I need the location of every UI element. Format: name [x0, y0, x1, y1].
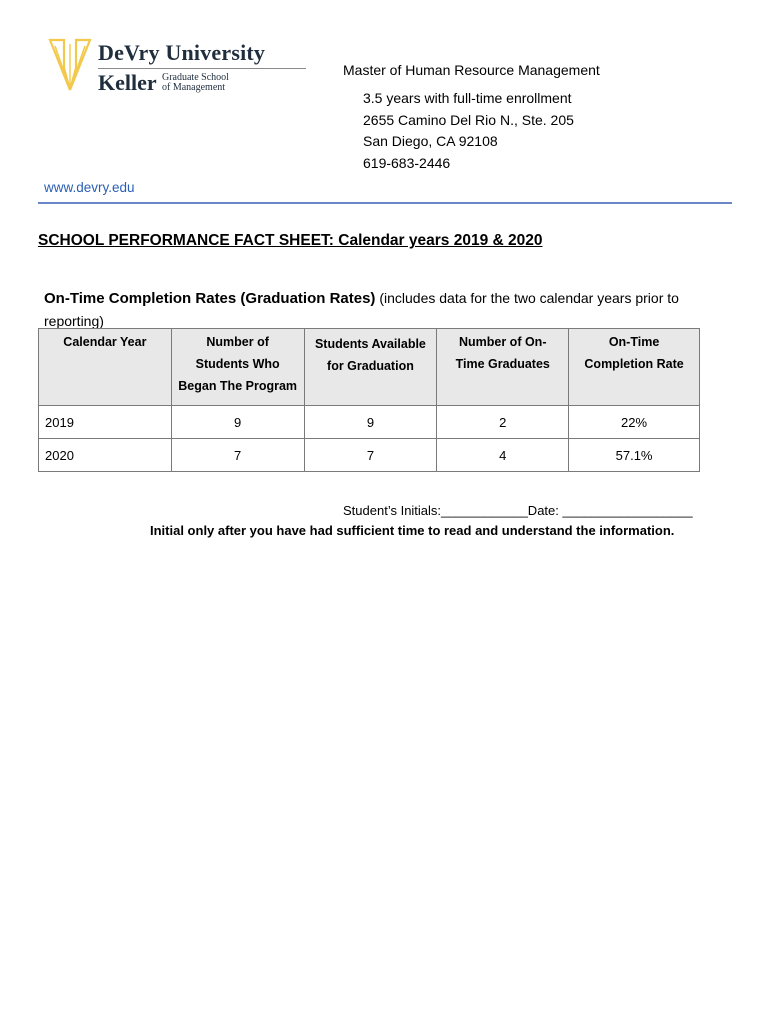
col-header-line: Students Who	[195, 357, 280, 371]
cell-completion-rate: 22%	[569, 406, 700, 439]
section-heading-note: (includes data for the two calendar years prior to reporting)	[44, 290, 679, 329]
col-header-calendar-year	[39, 329, 172, 406]
school-subtitle	[162, 73, 229, 93]
col-header-students-began	[171, 329, 304, 406]
logo-divider	[98, 68, 306, 69]
devry-logo-mark-icon	[48, 38, 92, 94]
cell-year: 2019	[39, 406, 172, 439]
program-name: Master of Human Resource Management	[343, 62, 600, 78]
cell-students-began: 9	[171, 406, 304, 439]
devry-keller-logo	[48, 38, 288, 98]
school-name: Keller	[98, 70, 157, 95]
col-header-line: Calendar Year	[63, 335, 147, 349]
school-subtitle-line1: Graduate School	[162, 72, 229, 83]
program-duration: 3.5 years with full-time enrollment	[363, 90, 572, 106]
university-name: DeVry University	[98, 40, 266, 65]
col-header-completion-rate	[569, 329, 700, 406]
cell-completion-rate: 57.1%	[569, 439, 700, 472]
section-heading	[44, 287, 714, 332]
col-header-line: Students Available	[314, 337, 426, 351]
cell-students-available: 7	[304, 439, 437, 472]
col-header-students-available	[304, 329, 437, 406]
section-heading-bold: On-Time Completion Rates (Graduation Rates)	[44, 290, 376, 307]
header-rule	[38, 202, 732, 204]
col-header-line: On-Time	[608, 335, 660, 349]
cell-on-time-graduates: 2	[437, 406, 569, 439]
initials-instruction: Initial only after you have had sufficient time to read and understand the information.	[150, 523, 675, 538]
phone-number: 619-683-2446	[363, 154, 451, 171]
col-header-line: for Graduation	[327, 359, 414, 373]
student-initials-date-line[interactable]: Student’s Initials:____________Date: __________________	[343, 503, 693, 518]
address-line1: 2655 Camino Del Rio N., Ste. 205	[363, 111, 574, 128]
col-header-on-time-graduates	[437, 329, 569, 406]
col-header-line: Time Graduates	[455, 357, 550, 371]
cell-year: 2020	[39, 439, 172, 472]
program-contact	[363, 88, 574, 174]
table-row	[39, 439, 700, 472]
table-row	[39, 406, 700, 439]
address-line2: San Diego, CA 92108	[363, 133, 498, 149]
col-header-line: Began The Program	[178, 379, 298, 393]
col-header-line: Completion Rate	[584, 357, 684, 371]
cell-students-available: 9	[304, 406, 437, 439]
table-header-row	[39, 329, 700, 406]
website-link[interactable]: www.devry.edu	[44, 180, 135, 195]
cell-students-began: 7	[171, 439, 304, 472]
page-title: SCHOOL PERFORMANCE FACT SHEET: Calendar years 2019 & 2020	[38, 232, 543, 249]
completion-rates-table	[38, 328, 700, 472]
col-header-line: Number of On-	[458, 335, 547, 349]
col-header-line: Number of	[206, 335, 269, 349]
cell-on-time-graduates: 4	[437, 439, 569, 472]
school-subtitle-line2: of Management	[162, 82, 226, 93]
